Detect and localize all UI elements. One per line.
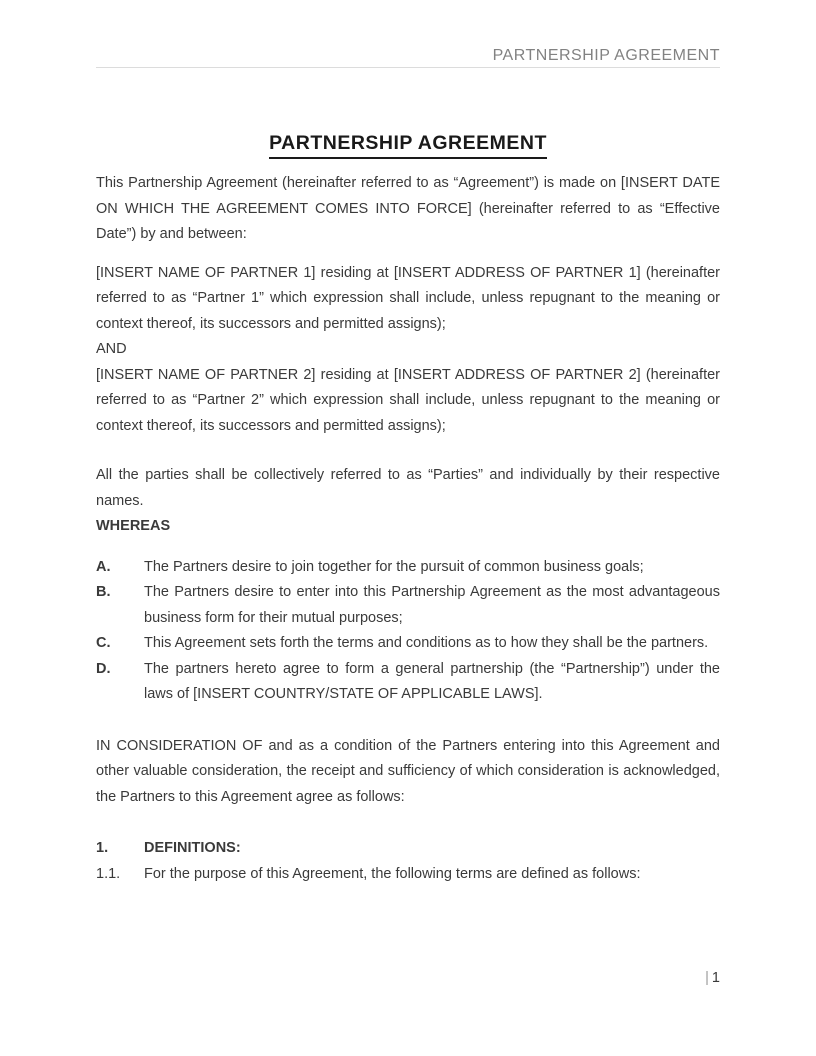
parties-clause: All the parties shall be collectively referred to as “Parties” and individually by their respective names. [96, 467, 720, 509]
recital-text: The partners hereto agree to form a general partnership (the “Partnership”) under the laws of [INSERT COUNTRY/STATE OF APPLICABLE LAWS]. [144, 660, 720, 702]
footer-separator: | [705, 970, 709, 986]
section-heading-row [96, 836, 720, 862]
subsection-row [96, 862, 720, 888]
section-number: 1. [96, 840, 109, 856]
section-heading: DEFINITIONS: [144, 840, 241, 856]
page-number: 1 [711, 970, 720, 986]
and-conjunction: AND [96, 341, 127, 357]
running-header: PARTNERSHIP AGREEMENT [96, 0, 720, 68]
subsection-number: 1.1. [96, 865, 121, 882]
list-item [96, 555, 720, 581]
recital-label: B. [96, 584, 111, 600]
intro-paragraph: This Partnership Agreement (hereinafter referred to as “Agreement”) is made on [INSERT DATE ON WHICH THE AGREEMENT COMES INTO FORCE] (hereinafter referred to as “Effective Date”) by and between: [96, 175, 720, 242]
list-item [96, 580, 720, 631]
subsection-text: For the purpose of this Agreement, the following terms are defined as follows: [144, 865, 641, 882]
recitals-list [96, 555, 720, 708]
definitions-section [96, 836, 720, 887]
list-item [96, 631, 720, 657]
partner1-clause: [INSERT NAME OF PARTNER 1] residing at [INSERT ADDRESS OF PARTNER 1] (hereinafter referred to as “Partner 1” which expression shall include, unless repugnant to the meaning or context thereof, its successors and permitted assigns); [96, 264, 720, 332]
whereas-heading: WHEREAS [96, 518, 171, 534]
document-body [96, 130, 720, 887]
recital-text: The Partners desire to enter into this Partnership Agreement as the most advantageous business form for their mutual purposes; [144, 584, 720, 626]
recital-label: A. [96, 558, 111, 575]
recital-label: D. [96, 660, 111, 677]
document-title [96, 130, 720, 159]
partners-paragraph [96, 261, 720, 440]
parties-paragraph [96, 463, 720, 540]
consideration-paragraph: IN CONSIDERATION OF and as a condition of the Partners entering into this Agreement and other valuable consideration, the receipt and sufficiency of which consideration is acknowledged, the Partners to this Agreement agree as follows: [96, 737, 720, 805]
recital-text: The Partners desire to join together for the pursuit of common business goals; [144, 558, 644, 575]
document-title-text: PARTNERSHIP AGREEMENT [269, 130, 547, 159]
partner2-clause: [INSERT NAME OF PARTNER 2] residing at [INSERT ADDRESS OF PARTNER 2] (hereinafter referred to as “Partner 2” which expression shall include, unless repugnant to the meaning or context thereof, its successors and permitted assigns); [96, 366, 720, 434]
page-number-footer [705, 966, 720, 992]
recital-label: C. [96, 635, 111, 651]
recital-text: This Agreement sets forth the terms and conditions as to how they shall be the partners. [144, 635, 709, 651]
list-item [96, 657, 720, 708]
